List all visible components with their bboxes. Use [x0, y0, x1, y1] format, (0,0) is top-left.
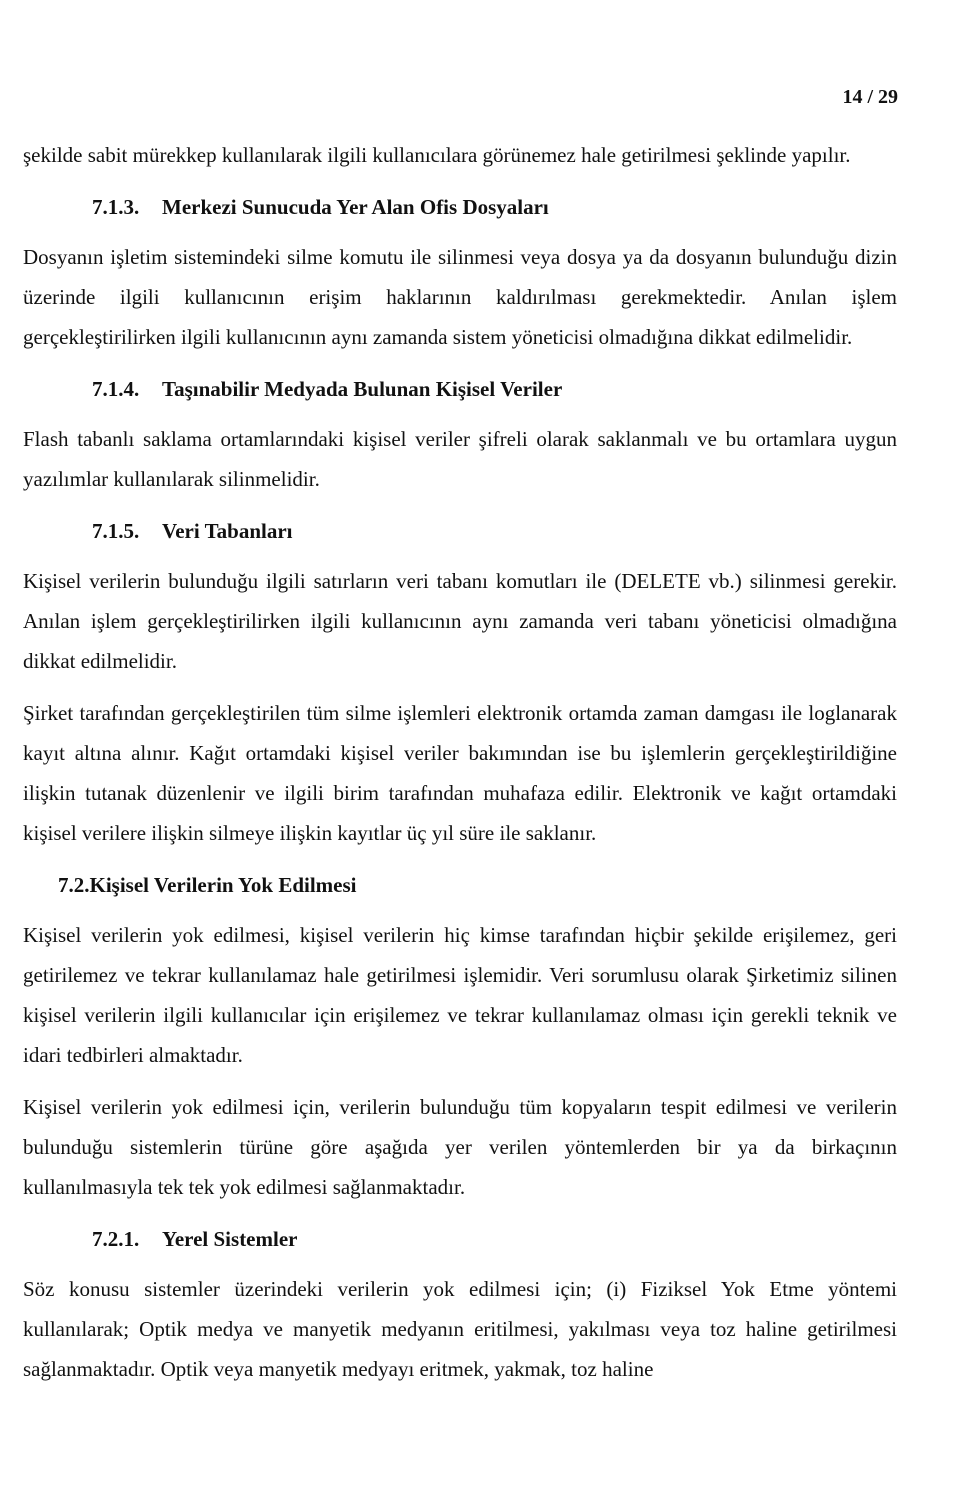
section-number: 7.2.1.: [92, 1227, 140, 1251]
section-heading-7-1-4: [23, 369, 897, 409]
section-heading-7-1-3: [23, 187, 897, 227]
section-title: Kişisel Verilerin Yok Edilmesi: [89, 873, 357, 897]
paragraph: Söz konusu sistemler üzerindeki verilerin yok edilmesi için; (i) Fiziksel Yok Etme yöntemi kullanılarak; Optik medya ve manyetik medyanın eritilmesi, yakılması veya toz haline getirilmesi sağlanmaktadır. Optik veya manyetik medyayı eritmek, yakmak, toz haline: [23, 1277, 897, 1381]
section-number: 7.1.3.: [92, 195, 140, 219]
section-title: Yerel Sistemler: [162, 1227, 298, 1251]
paragraph: Kişisel verilerin yok edilmesi için, verilerin bulunduğu tüm kopyaların tespit edilmesi ve verilerin bulunduğu sistemlerin türüne göre aşağıda yer verilen yöntemlerden bir ya da birkaçının kullanılmasıyla tek tek yok edilmesi sağlanmaktadır.: [23, 1095, 897, 1199]
section-title: Merkezi Sunucuda Yer Alan Ofis Dosyaları: [162, 195, 549, 219]
paragraph: Flash tabanlı saklama ortamlarındaki kişisel veriler şifreli olarak saklanmalı ve bu ortamlara uygun yazılımlar kullanılarak silinmelidir.: [23, 427, 897, 491]
paragraph: Dosyanın işletim sistemindeki silme komutu ile silinmesi veya dosya ya da dosyanın bulunduğu dizin üzerinde ilgili kullanıcının erişim haklarının kaldırılması gerekmektedir. Anılan işlem gerçekleştirilirken ilgili kullanıcının aynı zamanda sistem yöneticisi olmadığına dikkat edilmelidir.: [23, 245, 897, 349]
section-title: Veri Tabanları: [162, 519, 293, 543]
document-body: [23, 135, 897, 1389]
paragraph: şekilde sabit mürekkep kullanılarak ilgili kullanıcılara görünemez hale getirilmesi şeklinde yapılır.: [23, 143, 851, 167]
page-number: 14 / 29: [842, 86, 898, 108]
section-heading-7-2: [23, 865, 897, 905]
paragraph: Kişisel verilerin bulunduğu ilgili satırların veri tabanı komutları ile (DELETE vb.) silinmesi gerekir. Anılan işlem gerçekleştirilirken ilgili kullanıcının aynı zamanda veri tabanı yöneticisi olmadığına dikkat edilmelidir.: [23, 569, 897, 673]
section-number: 7.2.: [58, 873, 90, 897]
section-title: Taşınabilir Medyada Bulunan Kişisel Veriler: [162, 377, 563, 401]
section-number: 7.1.5.: [92, 519, 140, 543]
paragraph: Kişisel verilerin yok edilmesi, kişisel verilerin hiç kimse tarafından hiçbir şekilde erişilemez, geri getirilemez ve tekrar kullanılamaz hale getirilmesi işlemidir. Veri sorumlusu olarak Şirketimiz silinen kişisel verilerin ilgili kullanıcılar için erişilemez ve tekrar kullanılamaz olması için gerekli teknik ve idari tedbirleri almaktadır.: [23, 923, 897, 1067]
section-number: 7.1.4.: [92, 377, 140, 401]
section-heading-7-2-1: [23, 1219, 897, 1259]
paragraph: Şirket tarafından gerçekleştirilen tüm silme işlemleri elektronik ortamda zaman damgası ile loglanarak kayıt altına alınır. Kağıt ortamdaki kişisel veriler bakımından ise bu işlemlerin gerçekleştirildiğine ilişkin tutanak düzenlenir ve ilgili birim tarafından muhafaza edilir. Elektronik ve kağıt ortamdaki kişisel verilere ilişkin silmeye ilişkin kayıtlar üç yıl süre ile saklanır.: [23, 701, 897, 845]
section-heading-7-1-5: [23, 511, 897, 551]
